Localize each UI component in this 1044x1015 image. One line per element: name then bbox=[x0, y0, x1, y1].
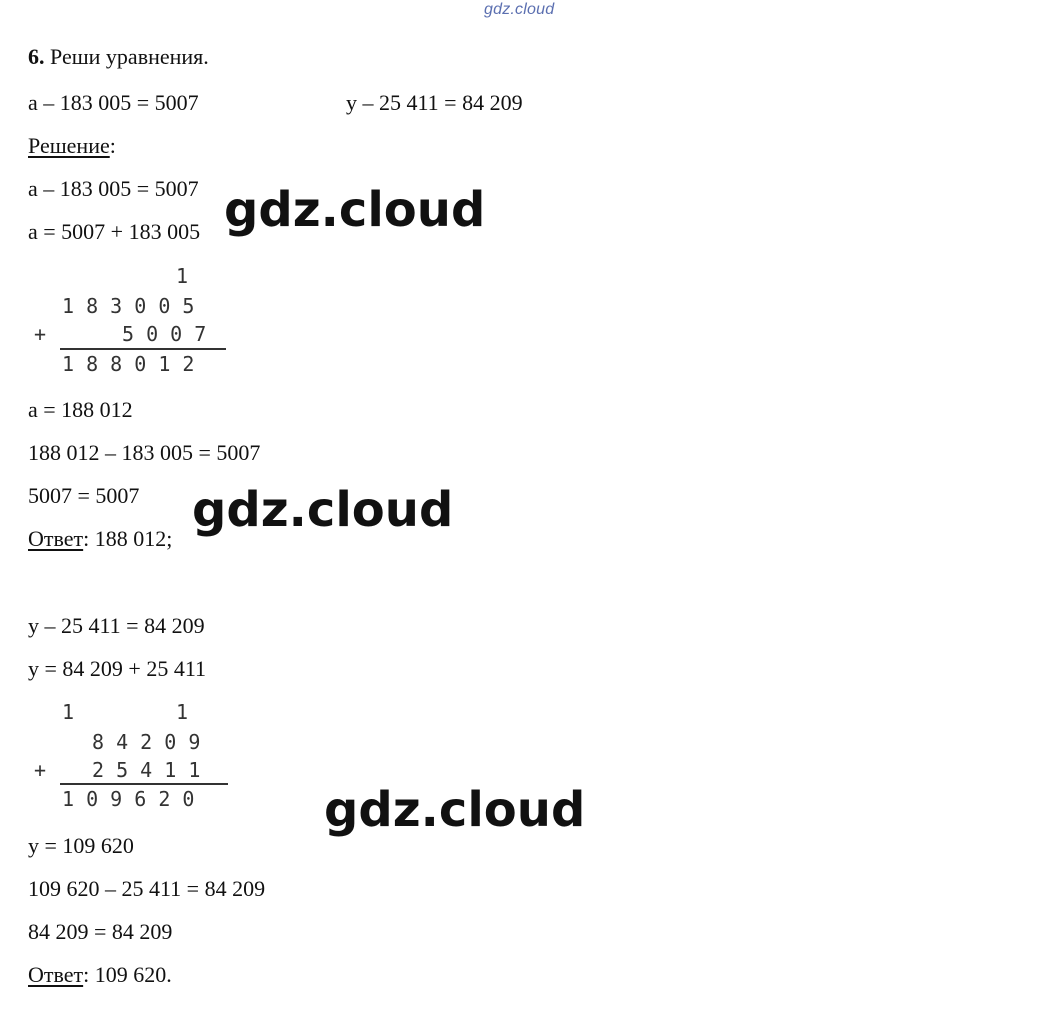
task-title bbox=[28, 44, 209, 70]
part1-sum: 1 8 8 0 1 2 bbox=[62, 352, 195, 376]
solution-colon: : bbox=[109, 133, 116, 158]
part1-equation: а – 183 005 = 5007 bbox=[28, 176, 199, 201]
part2-plus-sign: + bbox=[34, 758, 47, 782]
part2-sum: 1 0 9 6 2 0 bbox=[62, 787, 195, 811]
part2-carry-right: 1 bbox=[176, 700, 189, 724]
part1-step: а = 5007 + 183 005 bbox=[28, 219, 201, 244]
part2-result: у = 109 620 bbox=[28, 833, 134, 858]
watermark-1: gdz.cloud bbox=[224, 182, 486, 238]
task-number: 6. bbox=[28, 44, 45, 69]
part1-answer bbox=[28, 526, 172, 552]
solution-heading bbox=[28, 133, 116, 159]
watermark-3: gdz.cloud bbox=[324, 782, 586, 838]
part2-answer-label: Ответ bbox=[28, 962, 84, 987]
part2-bottom-number: 2 5 4 1 1 bbox=[92, 758, 201, 782]
part1-check: 188 012 – 183 005 = 5007 bbox=[28, 440, 261, 465]
watermark-2: gdz.cloud bbox=[192, 482, 454, 538]
part2-step: у = 84 209 + 25 411 bbox=[28, 656, 206, 681]
part1-carry: 1 bbox=[176, 264, 189, 288]
part1-answer-value: : 188 012; bbox=[83, 526, 173, 551]
part1-result: а = 188 012 bbox=[28, 397, 133, 422]
task-text: Реши уравнения. bbox=[50, 44, 209, 69]
part2-sum-line bbox=[60, 783, 228, 785]
part1-sum-line bbox=[60, 348, 226, 350]
part1-plus-sign: + bbox=[34, 322, 47, 346]
equation-right: у – 25 411 = 84 209 bbox=[346, 90, 523, 115]
solution-label: Решение bbox=[28, 133, 110, 158]
part2-equation: у – 25 411 = 84 209 bbox=[28, 613, 205, 638]
part1-answer-label: Ответ bbox=[28, 526, 84, 551]
part1-bottom-number: 5 0 0 7 bbox=[122, 322, 207, 346]
part2-check2: 84 209 = 84 209 bbox=[28, 919, 173, 944]
part2-answer bbox=[28, 962, 172, 988]
part2-carry-left: 1 bbox=[62, 700, 75, 724]
site-link[interactable]: gdz.cloud bbox=[484, 1, 555, 18]
part2-top-number: 8 4 2 0 9 bbox=[92, 730, 201, 754]
part2-check: 109 620 – 25 411 = 84 209 bbox=[28, 876, 266, 901]
part1-top-number: 1 8 3 0 0 5 bbox=[62, 294, 195, 318]
part1-check2: 5007 = 5007 bbox=[28, 483, 140, 508]
part2-answer-value: : 109 620. bbox=[83, 962, 172, 987]
equation-left: а – 183 005 = 5007 bbox=[28, 90, 199, 115]
